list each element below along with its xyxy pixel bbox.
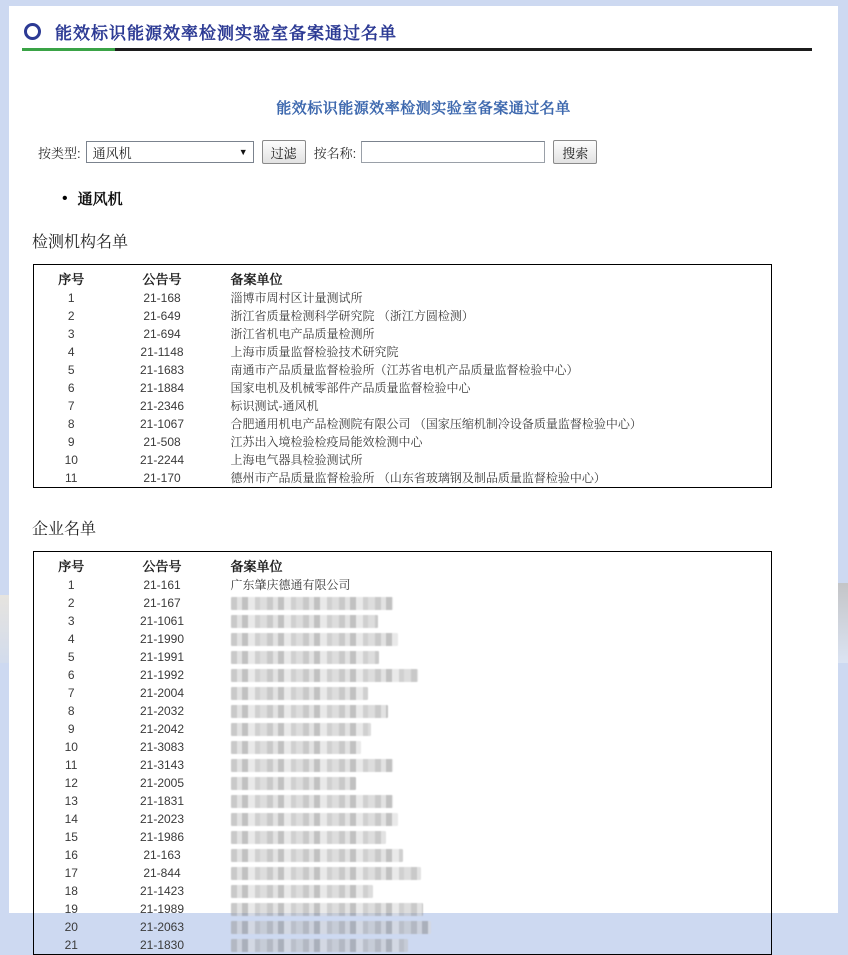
row-seq: 19: [64, 902, 78, 916]
table-row: [34, 451, 772, 469]
edge-smudge-right: [838, 583, 848, 663]
row-notice-no: 21-694: [143, 327, 181, 341]
row-notice-no: 21-1831: [139, 794, 185, 808]
row-unit-name: [216, 630, 772, 648]
row-seq: 8: [67, 704, 75, 718]
row-seq: 9: [67, 722, 75, 736]
content-page: [9, 6, 838, 952]
row-seq: 13: [64, 794, 78, 808]
table-row: [34, 397, 772, 415]
row-seq: 11: [65, 471, 78, 485]
row-notice-no: 21-844: [143, 866, 181, 880]
table-row: [34, 433, 772, 451]
column-header: 公告号: [142, 559, 182, 574]
row-seq: 3: [67, 614, 75, 628]
row-seq: 15: [64, 830, 78, 844]
row-notice-no: 21-3143: [139, 758, 185, 772]
row-notice-no: 21-163: [143, 848, 181, 862]
type-select[interactable]: [86, 141, 254, 163]
table-row: [34, 684, 772, 702]
row-unit-name: [216, 720, 772, 738]
row-unit-name: 上海电气器具检验测试所: [230, 453, 363, 467]
row-notice-no: 21-2005: [139, 776, 185, 790]
row-notice-no: 21-1683: [139, 363, 185, 377]
row-notice-no: 21-1884: [139, 381, 185, 395]
table-row: [34, 846, 772, 864]
table-row: [34, 936, 772, 955]
row-notice-no: 21-2346: [139, 399, 185, 413]
column-header: 序号: [58, 272, 85, 287]
row-seq: 12: [64, 776, 78, 790]
row-notice-no: 21-2032: [139, 704, 185, 718]
row-notice-no: 21-649: [143, 309, 181, 323]
row-seq: 9: [67, 435, 75, 449]
table-row: [34, 810, 772, 828]
table-row: [34, 361, 772, 379]
redacted-company-name: [231, 777, 356, 790]
row-unit-name: [216, 684, 772, 702]
row-seq: 7: [67, 399, 75, 413]
table-row: [34, 666, 772, 684]
row-seq: 8: [67, 417, 75, 431]
row-unit-name: 上海市质量监督检验技术研究院: [230, 345, 399, 359]
row-seq: 11: [65, 758, 78, 772]
row-unit-name: [216, 918, 772, 936]
row-notice-no: 21-1990: [139, 632, 185, 646]
column-header: 公告号: [142, 272, 182, 287]
row-seq: 5: [67, 363, 75, 377]
row-notice-no: 21-167: [143, 596, 181, 610]
row-seq: 7: [67, 686, 75, 700]
row-unit-name: [216, 900, 772, 918]
row-unit-name: [216, 648, 772, 666]
table-row: [34, 900, 772, 918]
table-row: [34, 774, 772, 792]
redacted-company-name: [231, 687, 368, 700]
row-notice-no: 21-2244: [139, 453, 185, 467]
table-row: [34, 702, 772, 720]
row-unit-name: [216, 846, 772, 864]
row-notice-no: 21-3083: [139, 740, 185, 754]
row-notice-no: 21-161: [143, 578, 181, 592]
table-row: [34, 792, 772, 810]
row-notice-no: 21-168: [143, 291, 181, 305]
chevron-down-icon: ▼: [238, 147, 248, 157]
redacted-company-name: [231, 867, 421, 880]
list-bullet-icon: •: [62, 189, 68, 207]
row-unit-name: [216, 666, 772, 684]
row-seq: 5: [67, 650, 75, 664]
column-header: 备案单位: [230, 272, 283, 287]
row-seq: 6: [67, 668, 75, 682]
row-unit-name: 浙江省质量检测科学研究院 （浙江方圆检测）: [230, 309, 474, 323]
row-seq: 10: [64, 740, 78, 754]
column-header: 序号: [58, 559, 85, 574]
name-search-input[interactable]: [361, 141, 545, 163]
table-header-row: [34, 265, 772, 290]
row-seq: 10: [64, 453, 78, 467]
list-title: 能效标识能源效率检测实验室备案通过名单: [276, 100, 571, 117]
row-seq: 14: [64, 812, 78, 826]
row-unit-name: 浙江省机电产品质量检测所: [230, 327, 375, 341]
table-row: [34, 756, 772, 774]
redacted-company-name: [231, 903, 423, 916]
redacted-company-name: [231, 705, 388, 718]
table-row: [34, 720, 772, 738]
table-row: [34, 289, 772, 307]
row-notice-no: 21-508: [143, 435, 181, 449]
row-seq: 2: [67, 309, 75, 323]
row-notice-no: 21-1067: [139, 417, 185, 431]
row-seq: 17: [64, 866, 78, 880]
column-header: 备案单位: [230, 559, 283, 574]
row-seq: 2: [67, 596, 75, 610]
redacted-company-name: [231, 885, 373, 898]
section-heading-enterprises: 企业名单: [32, 521, 97, 538]
row-unit-name: [216, 702, 772, 720]
table-row: [34, 325, 772, 343]
redacted-company-name: [231, 615, 378, 628]
row-notice-no: 21-1986: [139, 830, 185, 844]
row-unit-name: [216, 882, 772, 900]
table-row: [34, 594, 772, 612]
redacted-company-name: [231, 939, 408, 952]
row-seq: 18: [64, 884, 78, 898]
edge-smudge-left: [0, 595, 9, 663]
table-row: [34, 343, 772, 361]
search-button[interactable]: 搜索: [553, 140, 597, 164]
redacted-company-name: [231, 849, 403, 862]
row-notice-no: 21-1148: [140, 345, 184, 359]
redacted-company-name: [231, 597, 393, 610]
row-unit-name: 标识测试-通风机: [230, 399, 319, 413]
row-seq: 3: [67, 327, 75, 341]
row-notice-no: 21-1992: [139, 668, 185, 682]
category-item: [62, 188, 838, 209]
row-unit-name: 广东肇庆德通有限公司: [230, 578, 351, 592]
row-unit-name: [216, 810, 772, 828]
row-notice-no: 21-1061: [139, 614, 185, 628]
page-title: 能效标识能源效率检测实验室备案通过名单: [55, 24, 397, 43]
row-unit-name: [216, 774, 772, 792]
table-row: [34, 918, 772, 936]
institutions-table: [33, 264, 772, 488]
header-divider: [22, 48, 812, 51]
table-row: [34, 307, 772, 325]
redacted-company-name: [231, 813, 398, 826]
redacted-company-name: [231, 831, 386, 844]
row-notice-no: 21-1423: [139, 884, 185, 898]
table-row: [34, 630, 772, 648]
row-unit-name: 江苏出入境检验检疫局能效检测中心: [230, 435, 423, 449]
row-unit-name: 南通市产品质量监督检验所（江苏省电机产品质量监督检验中心）: [230, 363, 579, 377]
redacted-company-name: [231, 741, 361, 754]
table-row: [34, 469, 772, 488]
table-row: [34, 612, 772, 630]
row-notice-no: 21-1991: [139, 650, 185, 664]
row-seq: 16: [64, 848, 78, 862]
row-seq: 20: [64, 920, 78, 934]
row-notice-no: 21-2004: [139, 686, 185, 700]
row-notice-no: 21-2042: [139, 722, 185, 736]
table-header-row: [34, 552, 772, 577]
table-row: [34, 379, 772, 397]
section-heading-institutions: 检测机构名单: [32, 234, 129, 251]
row-unit-name: [216, 828, 772, 846]
row-notice-no: 21-1830: [139, 938, 185, 952]
redacted-company-name: [231, 759, 393, 772]
row-seq: 1: [67, 578, 75, 592]
filter-button[interactable]: 过滤: [262, 140, 306, 164]
page-header: [24, 19, 838, 44]
row-seq: 4: [67, 345, 75, 359]
row-seq: 6: [67, 381, 75, 395]
row-unit-name: [216, 738, 772, 756]
row-seq: 21: [64, 938, 78, 952]
row-unit-name: [216, 936, 772, 955]
row-unit-name: 淄博市周村区计量测试所: [230, 291, 363, 305]
redacted-company-name: [231, 669, 418, 682]
enterprises-table: [33, 551, 772, 955]
type-select-value: 通风机: [92, 145, 132, 161]
row-notice-no: 21-1989: [139, 902, 185, 916]
row-seq: 4: [67, 632, 75, 646]
table-row: [34, 828, 772, 846]
row-unit-name: [216, 612, 772, 630]
row-notice-no: 21-2063: [139, 920, 185, 934]
category-label: 通风机: [77, 191, 123, 208]
table-row: [34, 864, 772, 882]
redacted-company-name: [231, 633, 398, 646]
type-filter-label: 按类型:: [38, 145, 81, 161]
redacted-company-name: [231, 651, 379, 664]
name-filter-label: 按名称:: [313, 145, 357, 161]
circle-bullet-icon: [24, 23, 41, 40]
row-unit-name: 德州市产品质量监督检验所 （山东省玻璃钢及制品质量监督检验中心）: [230, 471, 606, 485]
row-unit-name: 国家电机及机械零部件产品质量监督检验中心: [230, 381, 471, 395]
row-notice-no: 21-2023: [139, 812, 185, 826]
row-notice-no: 21-170: [143, 471, 181, 485]
redacted-company-name: [231, 723, 371, 736]
row-seq: 1: [67, 291, 75, 305]
redacted-company-name: [231, 795, 393, 808]
filter-bar: [38, 140, 838, 164]
row-unit-name: [216, 792, 772, 810]
row-unit-name: [216, 756, 772, 774]
table-row: [34, 882, 772, 900]
table-row: [34, 738, 772, 756]
table-row: [34, 576, 772, 594]
redacted-company-name: [231, 921, 431, 934]
row-unit-name: [216, 864, 772, 882]
table-row: [34, 415, 772, 433]
table-row: [34, 648, 772, 666]
row-unit-name: [216, 594, 772, 612]
row-unit-name: 合肥通用机电产品检测院有限公司 （国家压缩机制冷设备质量监督检验中心）: [230, 417, 642, 431]
